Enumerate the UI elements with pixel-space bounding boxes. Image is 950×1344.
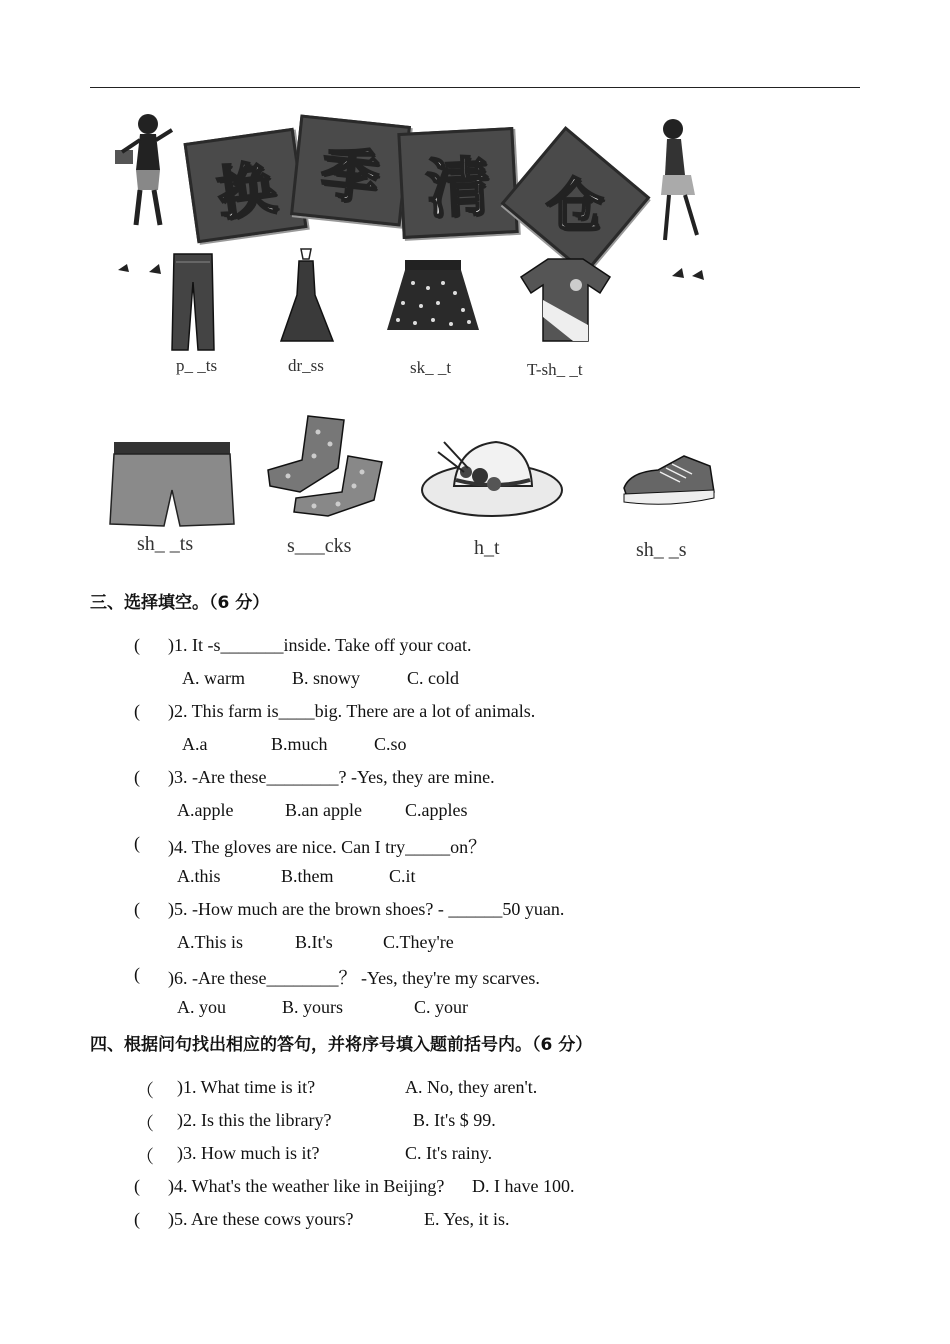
answer-4-a: A. No, they aren't. bbox=[405, 1077, 538, 1097]
answer-paren-3-6[interactable]: ( bbox=[134, 964, 140, 984]
section-3-title: 三、选择填空。（6 分） bbox=[90, 593, 270, 613]
option-3-1-c: C. cold bbox=[407, 668, 459, 688]
answer-paren-3-4[interactable]: ( bbox=[134, 833, 140, 853]
clothes-label-t-shirt: T-sh_ _t bbox=[527, 360, 583, 379]
answer-paren-4-4[interactable]: ( bbox=[134, 1176, 140, 1196]
question-3-2: )2. This farm is____big. There are a lot of animals. bbox=[168, 701, 536, 721]
option-3-2-c: C.so bbox=[374, 734, 407, 754]
banner-tile-1: 换 bbox=[184, 128, 308, 243]
clothes-label-pants: p_ _ts bbox=[176, 356, 218, 375]
option-3-1-b: B. snowy bbox=[292, 668, 361, 688]
answer-paren-4-5[interactable]: ( bbox=[134, 1209, 140, 1229]
option-3-5-a: A.This is bbox=[177, 932, 244, 952]
banner-tile-3: 清 bbox=[397, 127, 518, 239]
option-3-3-b: B.an apple bbox=[285, 800, 362, 820]
option-3-5-c: C.They're bbox=[383, 932, 454, 952]
clothes-label-dress: dr_ss bbox=[288, 356, 324, 375]
answer-paren-3-5[interactable]: ( bbox=[134, 899, 140, 919]
answer-4-c: C. It's rainy. bbox=[405, 1143, 493, 1163]
skirt-icon bbox=[383, 258, 483, 338]
clothes-label-hat: h_t bbox=[474, 537, 500, 559]
answer-paren-3-3[interactable]: ( bbox=[134, 767, 140, 787]
clothes-label-shoes: sh_ _s bbox=[636, 539, 687, 561]
banner-tile-2: 季 bbox=[290, 114, 411, 226]
dress-icon bbox=[275, 245, 337, 350]
option-3-1-a: A. warm bbox=[182, 668, 245, 688]
pants-icon bbox=[168, 252, 218, 352]
option-3-5-b: B.It's bbox=[295, 932, 333, 952]
header-rule bbox=[90, 87, 860, 88]
question-4-3: )3. How much is it? bbox=[177, 1143, 320, 1163]
option-3-3-a: A.apple bbox=[177, 800, 234, 820]
option-3-4-c: C.it bbox=[389, 866, 416, 886]
question-3-4: )4. The gloves are nice. Can I try_____on？ bbox=[168, 837, 487, 857]
sneakers-icon bbox=[620, 452, 718, 514]
banner-tile-4: 仓 bbox=[501, 126, 651, 275]
answer-paren-4-1[interactable]: （ bbox=[136, 1081, 154, 1101]
heels-right-icon bbox=[668, 262, 708, 284]
option-3-3-c: C.apples bbox=[405, 800, 468, 820]
question-3-5: )5. -How much are the brown shoes? - ______50 yuan. bbox=[168, 899, 565, 919]
shorts-icon bbox=[108, 440, 236, 532]
question-4-5: )5. Are these cows yours? bbox=[168, 1209, 354, 1229]
option-3-4-b: B.them bbox=[281, 866, 334, 886]
t-shirt-icon bbox=[518, 255, 613, 345]
answer-paren-3-2[interactable]: ( bbox=[134, 701, 140, 721]
sale-banner bbox=[110, 110, 720, 260]
socks-icon bbox=[258, 412, 388, 520]
woman-figure-left-icon bbox=[110, 110, 185, 230]
answer-paren-4-3[interactable]: （ bbox=[136, 1147, 154, 1167]
section-4-title: 四、根据问句找出相应的答句，并将序号填入题前括号内。（6 分） bbox=[90, 1035, 593, 1055]
question-4-2: )2. Is this the library? bbox=[177, 1110, 332, 1130]
option-3-2-a: A.a bbox=[182, 734, 208, 754]
answer-4-e: E. Yes, it is. bbox=[424, 1209, 510, 1229]
question-4-1: )1. What time is it? bbox=[177, 1077, 316, 1097]
answer-paren-3-1[interactable]: ( bbox=[134, 635, 140, 655]
option-3-6-b: B. yours bbox=[282, 997, 344, 1017]
answer-4-b: B. It's $ 99. bbox=[413, 1110, 496, 1130]
hat-icon bbox=[418, 432, 566, 520]
woman-figure-right-icon bbox=[645, 115, 720, 255]
answer-paren-4-2[interactable]: （ bbox=[136, 1114, 154, 1134]
question-3-6: )6. -Are these________？ -Yes, they're my scarves. bbox=[168, 968, 540, 988]
clothes-label-socks: s___cks bbox=[287, 535, 352, 557]
option-3-6-c: C. your bbox=[414, 997, 468, 1017]
question-4-4: )4. What's the weather like in Beijing? bbox=[168, 1176, 445, 1196]
option-3-2-b: B.much bbox=[271, 734, 328, 754]
question-3-1: )1. It -s_______inside. Take off your coat. bbox=[168, 635, 472, 655]
high-heels-icon bbox=[115, 258, 165, 280]
option-3-6-a: A. you bbox=[177, 997, 226, 1017]
option-3-4-a: A.this bbox=[177, 866, 221, 886]
question-3-3: )3. -Are these________? -Yes, they are mine. bbox=[168, 767, 495, 787]
clothes-label-skirt: sk_ _t bbox=[410, 358, 452, 377]
answer-4-d: D. I have 100. bbox=[472, 1176, 575, 1196]
clothes-label-shorts: sh_ _ts bbox=[137, 533, 194, 555]
